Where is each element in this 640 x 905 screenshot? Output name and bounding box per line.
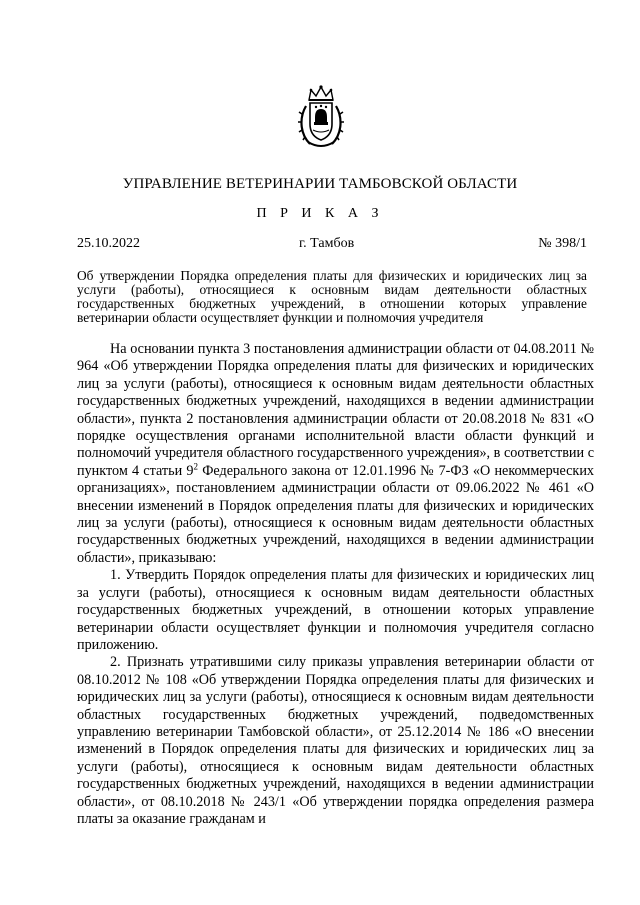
preamble-text-part1: На основании пункта 3 постановления администрации области от 04.08.2011 № 964 «Об утверждении Порядка определения платы для физических и юридических лиц за услуги (работы), относящиеся к основным видам деятельности областных государственных бюджетных учреждений, находящихся в ведении администрации области», пункта 2 постановления администрации области от 20.08.2018 № 831 «О порядке осуществления органами исполнительной власти области функций и полномочий учредителя областного государственного учреждения», в соответствии с пунктом 4 статьи 9	[77, 341, 594, 479]
coat-of-arms-emblem	[296, 84, 346, 150]
body-paragraph-item-2: 2. Признать утратившими силу приказы управления ветеринарии области от 08.10.2012 № 108 «Об утверждении Порядка определения платы для физических и юридических лиц за услуги (работы), относящиеся к основным видам деятельности областных государственных бюджетных учреждений, подведомственных управлению ветеринарии Тамбовской области», от 25.12.2014 № 186 «О внесении изменений в Порядок определения платы для физических и юридических лиц за услуги (работы), относящиеся к основным видам деятельности областных государственных бюджетных учреждений, находящихся в ведении администрации области», от 08.10.2018 № 243/1 «Об утверждении порядка определения размера платы за оказание гражданам и	[77, 654, 594, 827]
document-meta-row	[77, 236, 587, 254]
body-paragraph-item-1: 1. Утвердить Порядок определения платы для физических и юридических лиц за услуги (работы), относящиеся к основным видам деятельности областных государственных бюджетных учреждений, в отношении которых управление ветеринарии области осуществляет функции и полномочия учредителя согласно приложению.	[77, 567, 594, 653]
document-type-title: П Р И К А З	[256, 206, 384, 221]
document-body	[77, 341, 594, 828]
document-subject: Об утверждении Порядка определения платы для физических и юридических лиц за услуги (работы), относящиеся к основным видам деятельности областных государственных бюджетных учреждений, в отношении которых управление ветеринарии области осуществляет функции и полномочия учредителя	[77, 268, 587, 325]
document-number: № 398/1	[538, 236, 587, 251]
document-city: г. Тамбов	[299, 236, 355, 251]
document-date: 25.10.2022	[77, 236, 140, 251]
organization-title: УПРАВЛЕНИЕ ВЕТЕРИНАРИИ ТАМБОВСКОЙ ОБЛАСТИ	[122, 176, 518, 192]
preamble-text-part2: Федерального закона от 12.01.1996 № 7-ФЗ «О некоммерческих организациях», постановлением администрации области от 09.06.2022 № 461 «О внесении изменений в Порядок определения платы для физических и юридических лиц за услуги (работы), относящиеся к основным видам деятельности областных государственных бюджетных учреждений, находящихся в ведении администрации области», приказываю:	[77, 462, 595, 566]
article-superscript: 2	[193, 461, 198, 472]
body-paragraph-preamble	[77, 341, 594, 567]
